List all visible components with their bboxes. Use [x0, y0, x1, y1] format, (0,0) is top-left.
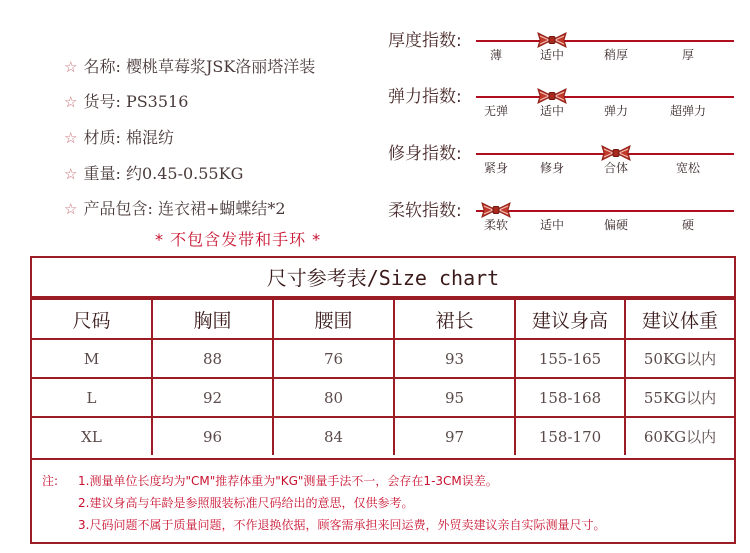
star-icon: ☆	[64, 93, 78, 111]
index-label: 修身指数:	[388, 144, 462, 164]
table-cell: L	[32, 378, 152, 417]
note-item: 1.测量单位长度均为"CM"推荐体重为"KG"测量手法不一，会存在1-3CM误差。	[78, 474, 498, 488]
notes-box	[30, 460, 736, 544]
index-level: 无弹	[483, 104, 509, 118]
header-length: 裙长	[394, 299, 515, 339]
table-cell: 158-168	[515, 378, 625, 417]
header-weight: 建议体重	[625, 299, 734, 339]
index-label: 弹力指数:	[388, 87, 462, 107]
table-cell: 155-165	[515, 339, 625, 378]
table-header-row	[32, 299, 734, 339]
info-contents: ☆ 产品包含: 连衣裙+蝴蝶结*2	[64, 199, 286, 218]
index-track	[476, 210, 734, 212]
table-cell: 50KG以内	[625, 339, 734, 378]
header-height: 建议身高	[515, 299, 625, 339]
note-item: 3.尺码问题不属于质量问题，不作退换依据，顾客需承担来回运费，外贸卖建议亲自实际测量尺寸。	[78, 518, 606, 532]
index-level: 宽松	[675, 161, 701, 175]
index-level: 柔软	[483, 218, 509, 232]
bow-marker-icon	[479, 201, 513, 219]
index-level: 厚	[681, 48, 695, 62]
info-sku: ☆ 货号: PS3516	[64, 92, 189, 111]
bow-marker-icon	[599, 144, 633, 162]
table-cell: XL	[32, 417, 152, 455]
table-cell: 88	[152, 339, 273, 378]
index-level: 适中	[539, 218, 565, 232]
index-levels	[476, 46, 734, 64]
table-cell: 96	[152, 417, 273, 455]
index-level: 稍厚	[603, 48, 629, 62]
table-cell: 60KG以内	[625, 417, 734, 455]
header-bust: 胸围	[152, 299, 273, 339]
table-cell: 97	[394, 417, 515, 455]
index-track	[476, 96, 734, 98]
index-label: 柔软指数:	[388, 201, 462, 221]
table-cell: 158-170	[515, 417, 625, 455]
size-table	[32, 298, 734, 455]
table-cell: M	[32, 339, 152, 378]
size-chart-title: 尺寸参考表/Size chart	[266, 266, 500, 290]
table-cell: 92	[152, 378, 273, 417]
info-name: ☆ 名称: 樱桃草莓浆JSK洛丽塔洋装	[64, 57, 316, 76]
table-row	[32, 339, 734, 378]
size-chart	[30, 256, 736, 460]
index-level: 修身	[539, 161, 565, 175]
index-scale	[388, 131, 728, 175]
star-icon: ☆	[64, 165, 78, 183]
table-cell: 76	[273, 339, 394, 378]
index-scale	[388, 188, 728, 232]
index-level: 偏硬	[603, 218, 629, 232]
info-material: ☆ 材质: 棉混纺	[64, 128, 174, 147]
index-level: 硬	[681, 218, 695, 232]
star-icon: ☆	[64, 200, 78, 218]
index-level: 薄	[489, 48, 503, 62]
index-level: 适中	[539, 48, 565, 62]
exclusion-notice: * 不包含发带和手环 *	[155, 230, 322, 249]
index-level: 紧身	[483, 161, 509, 175]
table-cell: 93	[394, 339, 515, 378]
table-row	[32, 378, 734, 417]
index-level: 弹力	[603, 104, 629, 118]
bow-marker-icon	[535, 87, 569, 105]
index-level: 适中	[539, 104, 565, 118]
notes-lead: 注:	[42, 474, 59, 488]
table-cell: 55KG以内	[625, 378, 734, 417]
header-size: 尺码	[32, 299, 152, 339]
index-scale	[388, 18, 728, 62]
note-item: 2.建议身高与年龄是参照服装标准尺码给出的意思，仅供参考。	[78, 496, 414, 510]
star-icon: ☆	[64, 58, 78, 76]
index-levels	[476, 102, 734, 120]
index-scale	[388, 74, 728, 118]
info-weight: ☆ 重量: 约0.45-0.55KG	[64, 164, 244, 183]
header-waist: 腰围	[273, 299, 394, 339]
star-icon: ☆	[64, 129, 78, 147]
table-cell: 95	[394, 378, 515, 417]
index-label: 厚度指数:	[388, 31, 462, 51]
index-track	[476, 40, 734, 42]
bow-marker-icon	[535, 31, 569, 49]
index-level: 合体	[603, 161, 629, 175]
index-level: 超弹力	[669, 104, 707, 118]
table-cell: 84	[273, 417, 394, 455]
index-levels	[476, 216, 734, 234]
table-row	[32, 417, 734, 455]
table-cell: 80	[273, 378, 394, 417]
